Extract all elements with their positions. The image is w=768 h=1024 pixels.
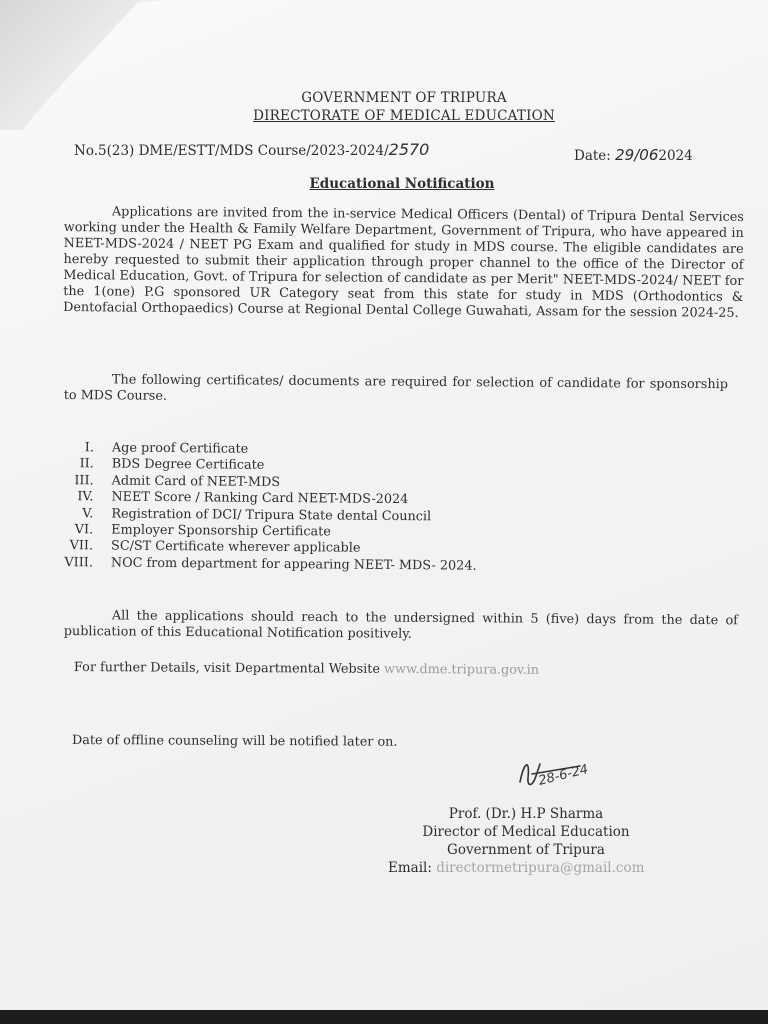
signature-date: 28-6-24: [536, 762, 590, 789]
list-item-number: I.: [84, 440, 94, 456]
notification-date: [574, 146, 693, 164]
list-item-text: NEET Score / Ranking Card NEET-MDS-2024: [111, 489, 409, 508]
list-item-number: VI.: [74, 522, 94, 538]
signatory-name: Prof. (Dr.) H.P Sharma: [448, 806, 604, 822]
signatory-designation: Director of Medical Education: [422, 824, 630, 840]
list-item-number: II.: [79, 456, 94, 472]
list-item-number: III.: [74, 473, 94, 489]
document-title: Educational Notification: [309, 176, 495, 192]
header-government: GOVERNMENT OF TRIPURA: [301, 90, 507, 106]
signatory-email: [388, 860, 644, 876]
paragraph-counseling: Date of offline counseling will be notified later on.: [71, 733, 398, 750]
signatory-office: Government of Tripura: [447, 842, 605, 858]
list-item-text: BDS Degree Certificate: [111, 456, 265, 474]
list-item-text: NOC from department for appearing NEET- MDS- 2024.: [110, 555, 477, 574]
reference-number: [74, 140, 429, 159]
list-item-text: Admit Card of NEET-MDS: [111, 473, 281, 490]
documents-list: [49, 440, 478, 575]
date-label: Date:: [574, 148, 616, 164]
bottom-border: [0, 1010, 768, 1024]
header-directorate-text: DIRECTORATE OF MEDICAL EDUCATION: [253, 108, 555, 124]
paragraph-certificates: The following certificates/ documents are required for selection of candidate for sponsorship to MDS Course.: [63, 372, 728, 404]
email-label: Email:: [388, 860, 437, 876]
list-item-text: Age proof Certificate: [111, 440, 249, 457]
list-item-number: VII.: [69, 538, 94, 554]
reference-printed: No.5(23) DME/ESTT/MDS Course/2023-2024/: [74, 143, 389, 159]
list-item-number: VIII.: [64, 554, 93, 571]
website-link[interactable]: www.dme.tripura.gov.in: [384, 661, 540, 678]
reference-handwritten: 2570: [388, 140, 430, 159]
paragraph-deadline: All the applications should reach to the undersigned within 5 (five) days from the date of publication of this Educational Notification positively.: [63, 608, 738, 642]
paragraph-details: [74, 660, 674, 680]
details-text: For further Details, visit Departmental Website: [73, 660, 385, 677]
list-item-text: Employer Sponsorship Certificate: [111, 522, 331, 540]
list-item-text: Registration of DCI/ Tripura State dental Council: [111, 506, 432, 524]
header-directorate: [20, 108, 768, 124]
date-year: 2024: [658, 148, 693, 164]
paragraph-applications: Applications are invited from the in-service Medical Officers (Dental) of Tripura Dental Services working under the Health & Family Welfare Department, Government of Tripura, who have appeared in NEET-MDS-2024 / NEET PG Exam and qualified for study in MDS course. The eligible candidates are hereby requested to submit their application through proper channel to the office of the Director of Medical Education, Govt. of Tripura for selection of candidate as per Merit" NEET-MDS-2024/ NEET for the 1(one) P.G sponsored UR Category seat from this state for study in MDS (Orthodontics & Dentofacial Orthopaedics) Course at Regional Dental College Guwahati, Assam for the session 2024-25.: [63, 204, 744, 321]
list-item-number: V.: [82, 505, 94, 522]
list-item-number: IV.: [77, 489, 94, 505]
email-address[interactable]: directormetripura@gmail.com: [436, 860, 645, 876]
date-handwritten: 29/06: [615, 146, 659, 164]
list-item: [49, 555, 477, 575]
list-item-text: SC/ST Certificate wherever applicable: [111, 538, 361, 557]
